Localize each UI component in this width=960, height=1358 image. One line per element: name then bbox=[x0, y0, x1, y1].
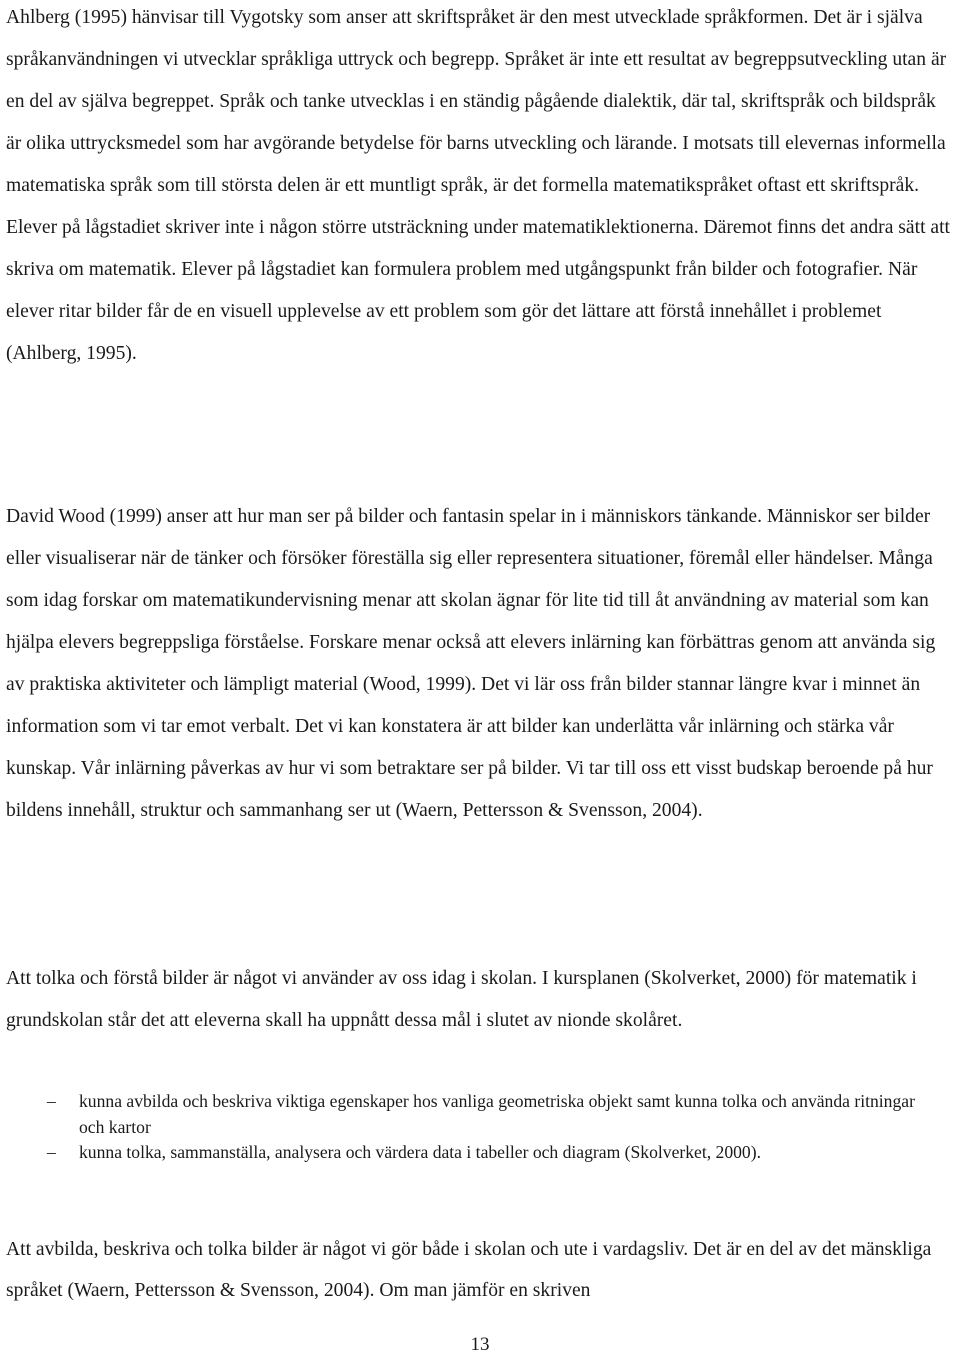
list-item-text: kunna avbilda och beskriva viktiga egenskaper hos vanliga geometriska objekt samt kunna tolka och använda ritningar och kartor bbox=[79, 1091, 915, 1137]
page-number: 13 bbox=[470, 1334, 490, 1355]
paragraph-vygotsky: Ahlberg (1995) hänvisar till Vygotsky som anser att skriftspråket är den mest utvecklade språkformen. Det är i själva språkanvändningen vi utvecklar språkliga uttryck och begrepp. Språket är inte ett resultat av begreppsutveckling utan är en del av själva begreppet. Språk och tanke utvecklas i en ständig pågående dialektik, där tal, skriftspråk och bildspråk är olika uttrycksmedel som har avgörande betydelse för barns utveckling och lärande. I motsats till elevernas informella matematiska språk som till största delen är ett muntligt språk, är det formella matematikspråket oftast ett skriftspråk. Elever på lågstadiet skriver inte i någon större utsträckning under matematiklektionerna. Däremot finns det andra sätt att skriva om matematik. Elever på lågstadiet kan formulera problem med utgångspunkt från bilder och fotografier. När elever ritar bilder får de en visuell upplevelse av ett problem som gör det lättare att förstå innehållet i problemet (Ahlberg, 1995). bbox=[6, 7, 950, 364]
paragraph-wood: David Wood (1999) anser att hur man ser på bilder och fantasin spelar in i människors tänkande. Människor ser bilder eller visualiserar när de tänker och försöker föreställa sig eller representera situationer, föremål eller händelser. Många som idag forskar om matematikundervisning menar att skolan ägnar för lite tid till åt användning av material som kan hjälpa elevers begreppsliga förståelse. Forskare menar också att elevers inlärning kan förbättras genom att använda sig av praktiska aktiviteter och lämpligt material (Wood, 1999). Det vi lär oss från bilder stannar längre kvar i minnet än information som vi tar emot verbalt. Det vi kan konstatera är att bilder kan underlätta vår inlärning och stärka vår kunskap. Vår inlärning påverkas av hur vi som betraktare ser på bilder. Vi tar till oss ett visst budskap beroende på hur bildens innehåll, struktur och sammanhang ser ut (Waern, Pettersson & Svensson, 2004). bbox=[6, 506, 936, 821]
list-item-text: kunna tolka, sammanställa, analysera och värdera data i tabeller och diagram (Skolverket, 2000). bbox=[79, 1142, 761, 1162]
goals-list bbox=[47, 1089, 927, 1166]
dash-marker: – bbox=[47, 1091, 56, 1111]
paragraph-kursplanen: Att tolka och förstå bilder är något vi använder av oss idag i skolan. I kursplanen (Skolverket, 2000) för matematik i grundskolan står det att eleverna skall ha uppnått dessa mål i slutet av nionde skolåret. bbox=[6, 968, 917, 1031]
list-item bbox=[47, 1140, 927, 1166]
list-item bbox=[47, 1089, 927, 1140]
paragraph-avbilda: Att avbilda, beskriva och tolka bilder är något vi gör både i skolan och ute i vardagsliv. Det är en del av det mänskliga språket (Waern, Pettersson & Svensson, 2004). Om man jämför en skriven bbox=[6, 1239, 932, 1301]
dash-marker: – bbox=[47, 1142, 56, 1162]
